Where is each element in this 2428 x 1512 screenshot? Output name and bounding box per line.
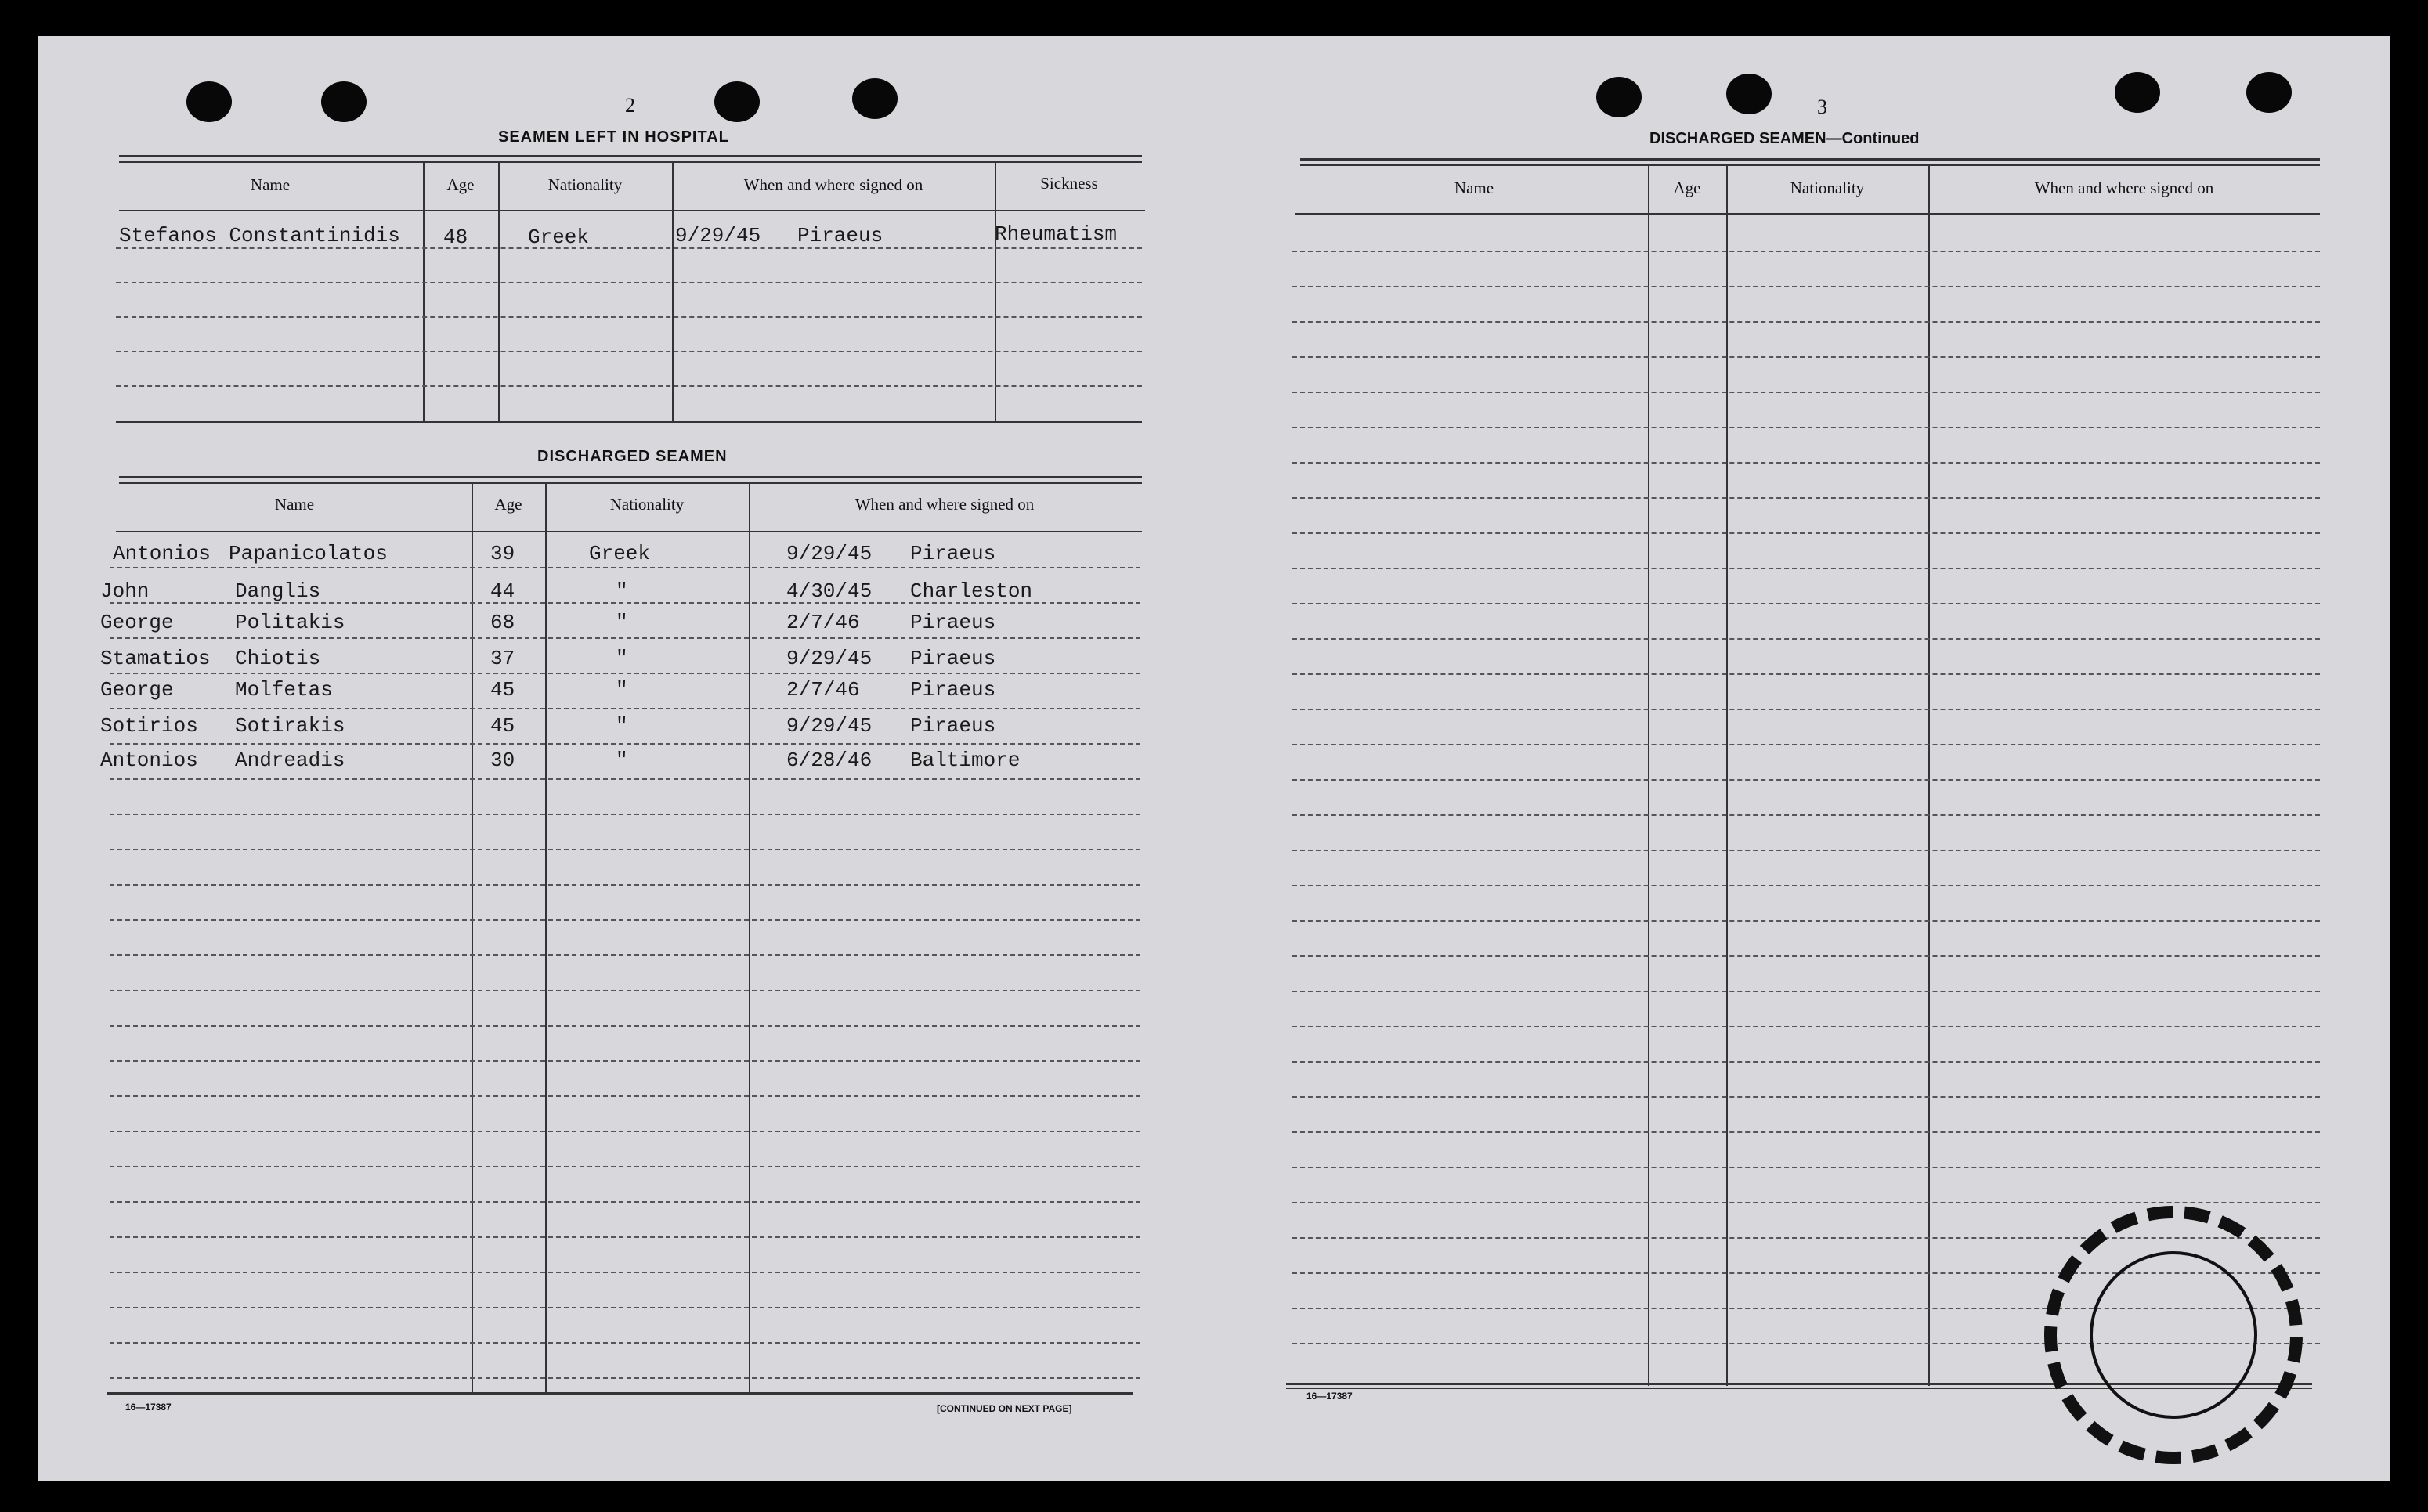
- document-sheet: [38, 36, 2390, 1481]
- ruled-line: [1292, 673, 2320, 675]
- ruled-line: [1292, 1061, 2320, 1063]
- ruled-line: [110, 814, 1140, 815]
- ruled-line: [110, 990, 1140, 991]
- ruled-line: [110, 637, 1140, 639]
- rule: [107, 1392, 1133, 1395]
- ruled-line: [1292, 850, 2320, 851]
- rule: [116, 421, 1142, 423]
- ruled-line: [110, 1166, 1140, 1167]
- discharged-cell-date: 2/7/46: [786, 678, 860, 702]
- discharged-cell-nationality: ": [616, 678, 628, 702]
- ruled-line: [116, 247, 1142, 249]
- ruled-line: [110, 1095, 1140, 1097]
- ruled-line: [110, 1307, 1140, 1308]
- discharged-cell-last-name: Chiotis: [235, 647, 321, 670]
- ruled-line: [1292, 1202, 2320, 1203]
- ruled-line: [1292, 885, 2320, 886]
- discharged-cell-first-name: Antonios: [113, 542, 211, 565]
- hospital-header-nationality: Nationality: [547, 175, 623, 194]
- ruled-line: [1292, 955, 2320, 957]
- form-number-left: 16—17387: [125, 1402, 172, 1413]
- ruled-line: [1292, 920, 2320, 922]
- hospital-header-signed-on: When and where signed on: [743, 175, 923, 194]
- hospital-cell-age: 48: [443, 226, 468, 249]
- ruled-line: [110, 708, 1140, 709]
- discharged-cell-nationality: ": [616, 611, 628, 634]
- hospital-header-age: Age: [446, 175, 475, 194]
- continued-header-age: Age: [1673, 179, 1701, 197]
- discharged-cell-place: Charleston: [910, 579, 1033, 603]
- hospital-cell-sickness: Rheumatism: [995, 222, 1118, 246]
- ruled-line: [1292, 1096, 2320, 1098]
- punch-hole: [321, 81, 367, 122]
- ruled-line: [116, 351, 1142, 352]
- punch-hole: [186, 81, 232, 122]
- discharged-header-name: Name: [274, 495, 315, 514]
- discharged-cell-first-name: John: [100, 579, 150, 603]
- ruled-line: [1292, 356, 2320, 358]
- ruled-line: [110, 954, 1140, 956]
- discharged-cell-place: Piraeus: [910, 542, 996, 565]
- rule: [1295, 213, 2320, 215]
- discharged-cell-nationality: ": [616, 714, 628, 738]
- ruled-line: [1292, 532, 2320, 534]
- ruled-line: [116, 282, 1142, 283]
- ruled-line: [1292, 814, 2320, 816]
- continued-section-title: DISCHARGED SEAMEN—Continued: [1649, 130, 1920, 147]
- discharged-cell-age: 44: [490, 579, 515, 603]
- hospital-cell-name: Stefanos Constantinidis: [119, 224, 400, 247]
- rule: [119, 210, 1145, 211]
- ruled-line: [1292, 638, 2320, 640]
- discharged-cell-place: Piraeus: [910, 647, 996, 670]
- discharged-cell-date: 9/29/45: [786, 714, 873, 738]
- hospital-cell-nationality: Greek: [528, 226, 590, 249]
- discharged-cell-last-name: Danglis: [235, 579, 321, 603]
- discharged-cell-age: 45: [490, 678, 515, 702]
- discharged-cell-first-name: Antonios: [100, 749, 198, 772]
- punch-hole: [2246, 72, 2292, 113]
- discharged-cell-last-name: Papanicolatos: [229, 542, 388, 565]
- discharged-cell-place: Piraeus: [910, 714, 996, 738]
- ruled-line: [1292, 427, 2320, 428]
- rule: [119, 476, 1142, 478]
- discharged-cell-nationality: ": [616, 749, 628, 772]
- ruled-line: [110, 1201, 1140, 1203]
- ruled-line: [1292, 251, 2320, 252]
- discharged-cell-place: Piraeus: [910, 611, 996, 634]
- rule: [1300, 158, 2320, 161]
- ruled-line: [110, 919, 1140, 921]
- ruled-line: [110, 849, 1140, 850]
- discharged-cell-age: 68: [490, 611, 515, 634]
- ruled-line: [1292, 709, 2320, 710]
- hospital-header-name: Name: [250, 175, 291, 194]
- ruled-line: [110, 884, 1140, 886]
- continued-header-name: Name: [1454, 179, 1494, 197]
- ruled-line: [116, 316, 1142, 318]
- discharged-cell-nationality: Greek: [589, 542, 651, 565]
- discharged-cell-last-name: Politakis: [235, 611, 345, 634]
- ruled-line: [1292, 991, 2320, 992]
- hospital-cell-date: 9/29/45: [675, 224, 761, 247]
- ruled-line: [1292, 462, 2320, 464]
- page-number-left: 2: [625, 94, 635, 117]
- column-divider: [472, 482, 473, 1394]
- continued-header-nationality: Nationality: [1790, 179, 1865, 197]
- ruled-line: [110, 673, 1140, 674]
- discharged-header-signed-on: When and where signed on: [854, 495, 1035, 514]
- discharged-cell-last-name: Sotirakis: [235, 714, 345, 738]
- continued-note: [CONTINUED ON NEXT PAGE]: [937, 1403, 1072, 1414]
- hospital-header-sickness: Sickness: [1040, 174, 1098, 193]
- ruled-line: [1292, 392, 2320, 393]
- column-divider: [498, 161, 500, 423]
- ruled-line: [1292, 497, 2320, 499]
- postmark-inner-ring: [2074, 1236, 2273, 1434]
- ruled-line: [110, 1377, 1140, 1379]
- ruled-line: [110, 743, 1140, 745]
- punch-hole: [714, 81, 760, 122]
- ruled-line: [110, 1272, 1140, 1273]
- punch-hole: [852, 78, 898, 119]
- column-divider: [995, 161, 996, 423]
- ruled-line: [1292, 1026, 2320, 1027]
- discharged-cell-nationality: ": [616, 647, 628, 670]
- rule: [119, 482, 1142, 484]
- discharged-cell-date: 2/7/46: [786, 611, 860, 634]
- discharged-cell-first-name: Sotirios: [100, 714, 198, 738]
- rule: [116, 531, 1142, 532]
- ruled-line: [110, 778, 1140, 780]
- ruled-line: [1292, 744, 2320, 745]
- column-divider: [672, 161, 674, 423]
- column-divider: [423, 161, 425, 423]
- discharged-cell-date: 9/29/45: [786, 542, 873, 565]
- discharged-cell-date: 6/28/46: [786, 749, 873, 772]
- continued-header-signed-on: When and where signed on: [2034, 179, 2214, 197]
- discharged-cell-last-name: Andreadis: [235, 749, 345, 772]
- ruled-line: [110, 1025, 1140, 1027]
- ruled-line: [1292, 603, 2320, 604]
- discharged-cell-age: 37: [490, 647, 515, 670]
- discharged-cell-age: 30: [490, 749, 515, 772]
- discharged-cell-last-name: Molfetas: [235, 678, 333, 702]
- ruled-line: [116, 385, 1142, 387]
- discharged-cell-date: 9/29/45: [786, 647, 873, 670]
- ruled-line: [110, 1342, 1140, 1344]
- rule: [119, 155, 1142, 157]
- column-divider: [749, 482, 750, 1394]
- discharged-cell-first-name: George: [100, 678, 174, 702]
- discharged-section-title: DISCHARGED SEAMEN: [537, 448, 728, 465]
- rule: [1300, 164, 2320, 166]
- ruled-line: [1292, 1167, 2320, 1168]
- punch-hole: [1596, 77, 1642, 117]
- ruled-line: [110, 1236, 1140, 1238]
- ruled-line: [1292, 568, 2320, 569]
- page-number-right: 3: [1817, 96, 1827, 118]
- discharged-cell-place: Piraeus: [910, 678, 996, 702]
- discharged-header-nationality: Nationality: [609, 495, 685, 514]
- ruled-line: [110, 567, 1140, 568]
- ruled-line: [1292, 1131, 2320, 1133]
- rule: [119, 161, 1142, 163]
- discharged-cell-age: 39: [490, 542, 515, 565]
- discharged-cell-age: 45: [490, 714, 515, 738]
- ruled-line: [110, 1131, 1140, 1132]
- ruled-line: [1292, 286, 2320, 287]
- discharged-cell-first-name: Stamatios: [100, 647, 211, 670]
- punch-hole: [1726, 74, 1772, 114]
- ruled-line: [1292, 321, 2320, 323]
- discharged-header-age: Age: [494, 495, 522, 514]
- ruled-line: [110, 1060, 1140, 1062]
- ruled-line: [1292, 779, 2320, 781]
- discharged-cell-nationality: ": [616, 579, 628, 603]
- discharged-cell-place: Baltimore: [910, 749, 1021, 772]
- form-number-right: 16—17387: [1306, 1391, 1353, 1402]
- punch-hole: [2115, 72, 2160, 113]
- hospital-section-title: SEAMEN LEFT IN HOSPITAL: [498, 128, 729, 146]
- discharged-cell-first-name: George: [100, 611, 174, 634]
- column-divider: [545, 482, 547, 1394]
- hospital-cell-place: Piraeus: [797, 224, 883, 247]
- discharged-cell-date: 4/30/45: [786, 579, 873, 603]
